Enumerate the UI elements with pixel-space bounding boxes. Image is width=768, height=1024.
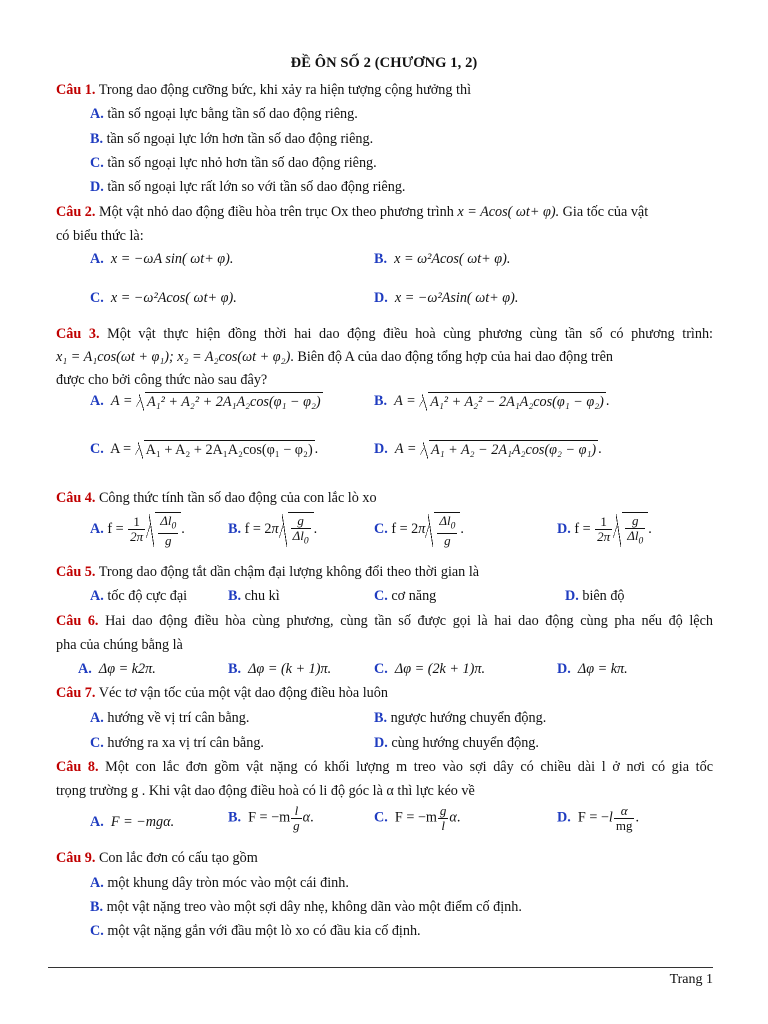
question-3-cont2: được cho bởi công thức nào sau đây? [56, 372, 268, 388]
page-number: Trang 1 [669, 972, 713, 987]
question-3: Câu 3. Một vật thực hiện đồng thời hai dao động điều hoà cùng phương cùng tần số có phương trình: [56, 326, 713, 342]
q6-option-b: B. Δφ = (k + 1)π. [228, 661, 332, 677]
question-label: Câu 7. [56, 685, 96, 701]
q8-option-d: D. F = −l $\frac{\alpha}{mg}$ . [557, 803, 640, 833]
q2-option-c: C. x = −ω²Acos( ωt+ φ). [90, 290, 237, 306]
question-2: Câu 2. Một vật nhỏ dao động điều hòa trên trục Ox theo phương trình x = Acos( ωt+ φ). Gia tốc của vật [56, 204, 649, 220]
question-5: Câu 5. Trong dao động tắt dần chậm đại lượng không đổi theo thời gian là [56, 564, 480, 580]
question-8-cont: trọng trường g . Khi vật dao động điều hoà có li độ góc là α thì lực kéo về [56, 783, 475, 799]
q4-option-a: A. f = $\frac{1}{2\pi}$ $\frac{\Delta l_0}{g}$ . [90, 513, 185, 548]
q7-option-d: D. cùng hướng chuyển động. [374, 735, 539, 751]
q2-option-b: B. x = ω²Acos( ωt+ φ). [374, 251, 511, 267]
q7-option-a: A. hướng về vị trí cân bằng. [90, 710, 250, 726]
q5-option-c: C. cơ năng [374, 588, 437, 604]
q1-option-a: A. tần số ngoại lực bằng tần số dao động riêng. [90, 106, 358, 122]
q9-option-c: C. một vật nặng gắn với đầu một lò xo có đầu kia cố định. [90, 923, 421, 939]
question-label: Câu 5. [56, 564, 96, 580]
q4-option-c: C. f = 2π $\frac{\Delta l_0}{g}$ . [374, 513, 464, 548]
q1-option-b: B. tần số ngoại lực lớn hơn tần số dao động riêng. [90, 131, 374, 147]
q4-option-b: B. f = 2π $\frac{g}{\Delta l_0}$ . [228, 513, 318, 547]
q5-option-a: A. tốc độ cực đại [90, 588, 188, 604]
question-9: Câu 9. Con lắc đơn có cấu tạo gồm [56, 850, 258, 866]
q1-option-d: D. tần số ngoại lực rất lớn so với tần số dao động riêng. [90, 179, 406, 195]
question-label: Câu 4. [56, 490, 96, 506]
question-label: Câu 2. [56, 204, 96, 220]
question-label: Câu 1. [56, 82, 96, 98]
q8-option-c: C. F = −m $\frac{g}{l}$ α. [374, 803, 461, 833]
q2-option-a: A. x = −ωA sin( ωt+ φ). [90, 251, 234, 267]
question-8: Câu 8. Một con lắc đơn gồm vật nặng có khối lượng m treo vào sợi dây có chiều dài l ở nơi có gia tốc [56, 759, 713, 775]
question-label: Câu 3. [56, 326, 100, 342]
q7-option-c: C. hướng ra xa vị trí cân bằng. [90, 735, 264, 751]
q8-option-b: B. F = −m $\frac{l}{g}$ α. [228, 803, 314, 833]
q1-option-c: C. tần số ngoại lực nhỏ hơn tần số dao động riêng. [90, 155, 377, 171]
q7-option-b: B. ngược hướng chuyển động. [374, 710, 547, 726]
q3-option-a: A. A = A₁² + A₂² + 2A₁A₂cos(φ₁ − φ₂) [90, 392, 321, 410]
q6-option-a: A. Δφ = k2π. [78, 661, 156, 677]
page-title: ĐỀ ÔN SỐ 2 (CHƯƠNG 1, 2) [290, 55, 478, 71]
question-label: Câu 8. [56, 759, 99, 775]
q3-option-b: B. A = A₁² + A₂² − 2A₁A₂cos(φ₁ − φ₂) . [374, 392, 610, 410]
q8-option-a: A. F = −mgα. [90, 814, 175, 830]
question-7: Câu 7. Véc tơ vận tốc của một vật dao động điều hòa luôn [56, 685, 388, 701]
q4-option-d: D. f = $\frac{1}{2\pi}$ $\frac{g}{\Delta l_0}$ . [557, 513, 652, 547]
equation: x = Acos( ωt+ φ). [457, 204, 560, 220]
q3-option-d: D. A = A₁ + A₂ − 2A₁A₂cos(φ₂ − φ₁) . [374, 440, 602, 458]
q6-option-c: C. Δφ = (2k + 1)π. [374, 661, 485, 677]
question-2-cont: có biểu thức là: [56, 228, 144, 244]
question-4: Câu 4. Công thức tính tần số dao động của con lắc lò xo [56, 490, 377, 506]
question-6-cont: pha của chúng bằng là [56, 637, 183, 653]
question-3-cont: x₁ = A₁cos(ωt + φ₁); x₂ = A₂cos(ωt + φ₂). Biên độ A của dao động tổng hợp của hai dao động trên [56, 349, 614, 365]
question-6: Câu 6. Hai dao động điều hòa cùng phương, cùng tần số được gọi là hai dao động cùng pha nếu độ lệch [56, 613, 713, 629]
q6-option-d: D. Δφ = kπ. [557, 661, 628, 677]
question-text: Trong dao động cưỡng bức, khi xảy ra hiện tượng cộng hưởng thì [95, 82, 472, 98]
footer-divider [48, 967, 713, 968]
question-1 [56, 82, 713, 99]
equation: x₁ = A₁cos(ωt + φ₁); x₂ = A₂cos(ωt + φ₂) [56, 349, 291, 365]
q9-option-a: A. một khung dây tròn móc vào một cái đinh. [90, 875, 349, 891]
q5-option-d: D. biên độ [565, 588, 625, 604]
q3-option-c: C. A = A₁ + A₂ + 2A₁A₂cos(φ₁ − φ₂) . [90, 440, 319, 458]
q9-option-b: B. một vật nặng treo vào một sợi dây nhẹ, không dãn vào một điểm cố định. [90, 899, 522, 915]
question-label: Câu 6. [56, 613, 99, 629]
q2-option-d: D. x = −ω²Asin( ωt+ φ). [374, 290, 519, 306]
question-label: Câu 9. [56, 850, 96, 866]
q5-option-b: B. chu kì [228, 588, 280, 604]
